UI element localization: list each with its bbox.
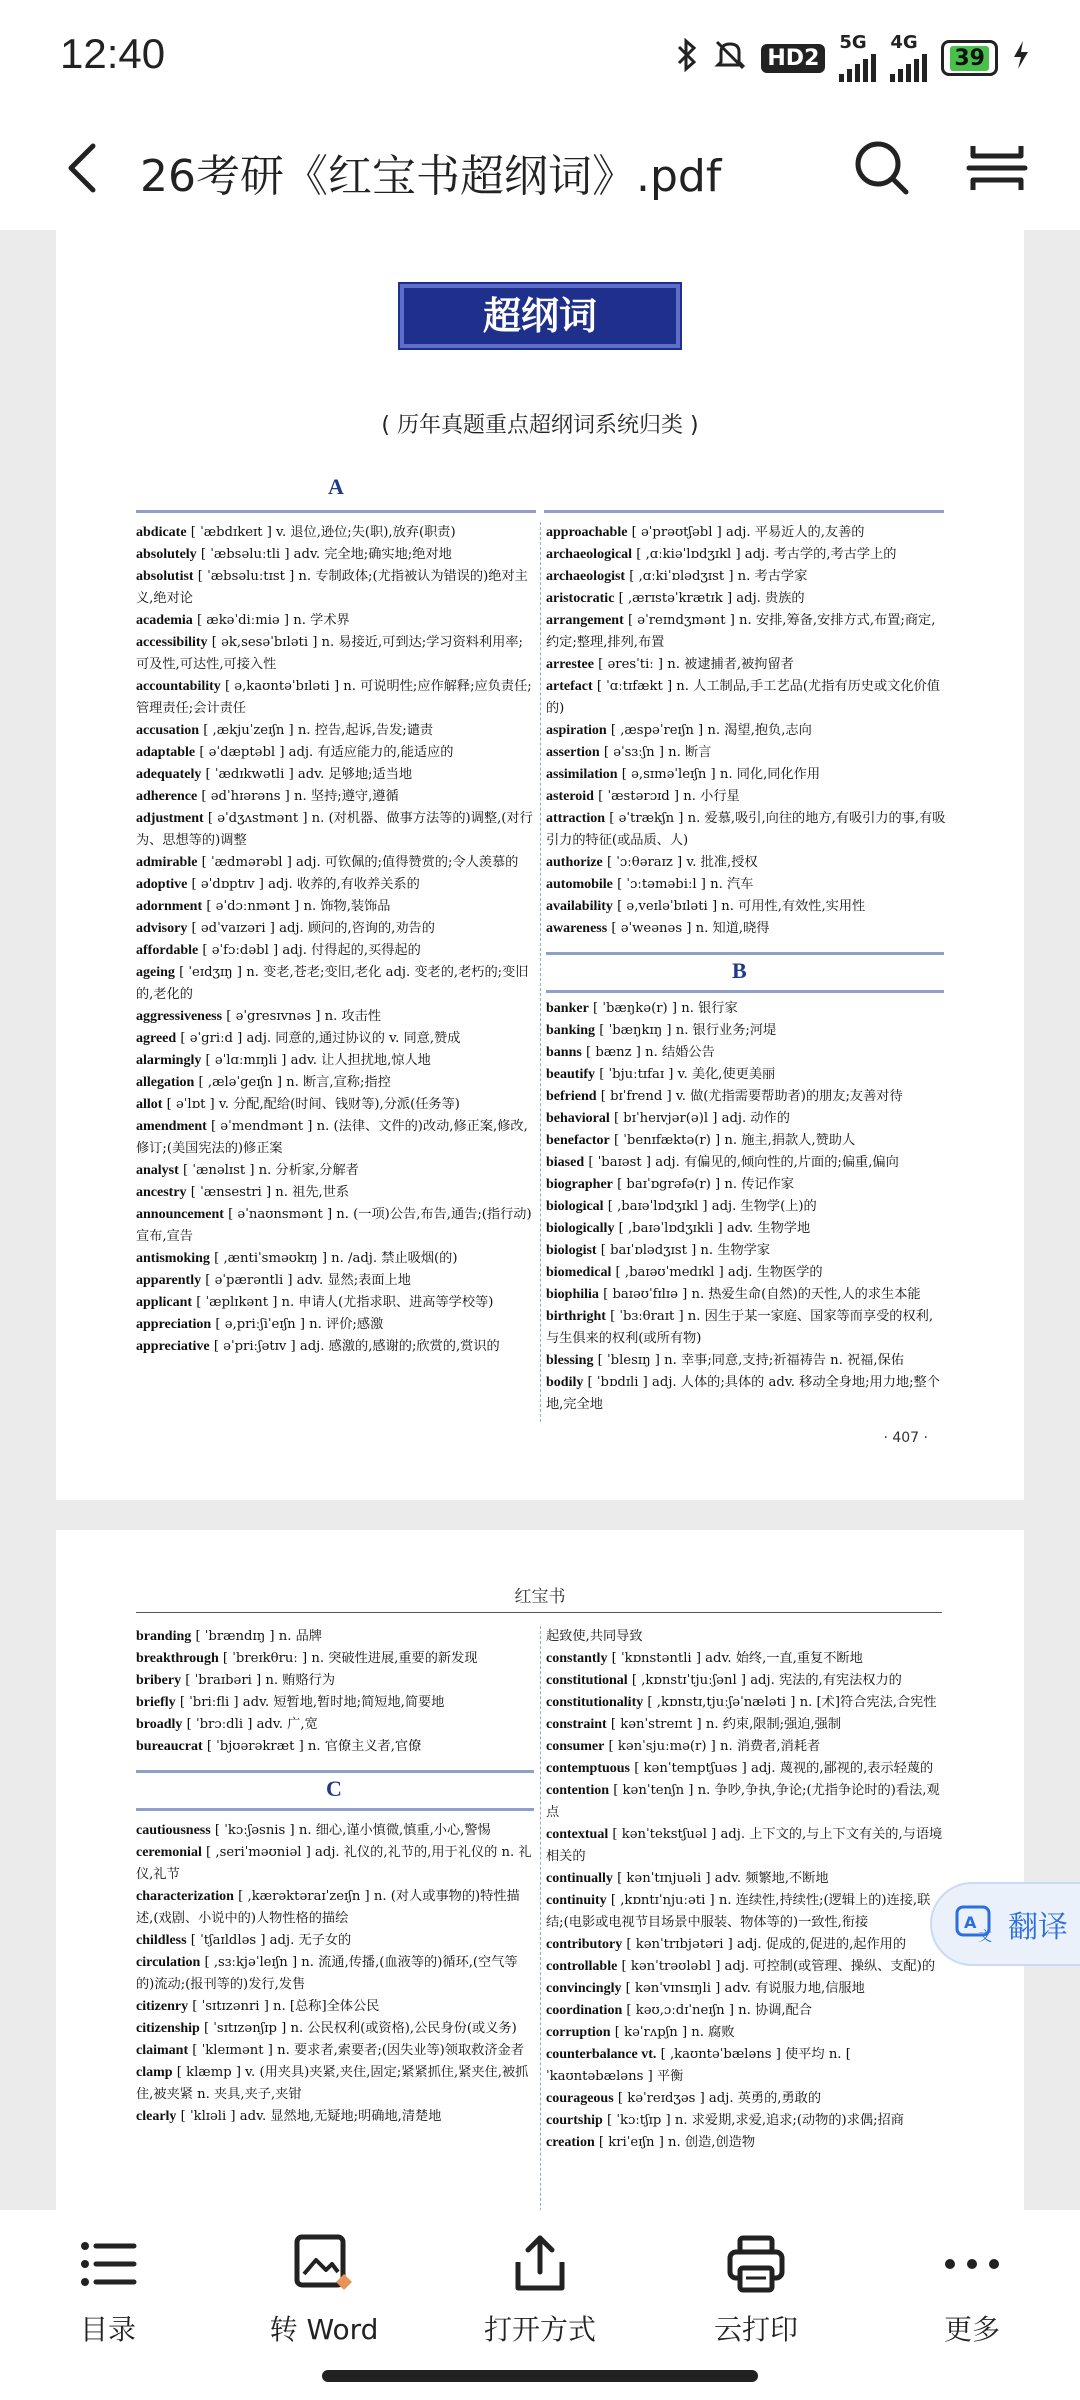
section-rule xyxy=(136,1808,534,1811)
dictionary-entry: banker [ ˈbæŋkə(r) ] n. 银行家 xyxy=(546,1001,738,1016)
dictionary-entry: courtship [ ˈkɔːtʃɪp ] n. 求爱期,求爱,追求;(动物的)求偶;招商 xyxy=(546,2113,904,2128)
dictionary-entry: advisory [ ədˈvaɪzəri ] adj. 顾问的,咨询的,劝告的 xyxy=(136,921,435,936)
hd-badge: HD2 xyxy=(761,44,825,73)
section-rule xyxy=(136,510,536,513)
share-icon xyxy=(508,2232,572,2296)
dictionary-entry: biographer [ baɪˈɒgrəfə(r) ] n. 传记作家 xyxy=(546,1177,794,1192)
dictionary-entry: arrangement [ əˈreɪndʒmənt ] n. 安排,筹备,安排方式,布置;商定,约定;整理,排列,布置 xyxy=(546,613,936,650)
pdf-page xyxy=(56,1530,1024,2210)
dictionary-entry: approachable [ əˈprəʊtʃəbl ] adj. 平易近人的,友善的 xyxy=(546,525,865,540)
status-bar xyxy=(0,0,1080,110)
cloud-print-label: 云打印 xyxy=(713,2313,798,2346)
running-head: 红宝书 xyxy=(514,1587,566,1607)
dictionary-entry: citizenship [ ˈsɪtɪzənʃɪp ] n. 公民权利(或资格),公民身份(或义务) xyxy=(136,2021,517,2036)
dictionary-entry: automobile [ ˈɔːtəməbiːl ] n. 汽车 xyxy=(546,877,754,892)
pdf-page xyxy=(56,230,1024,1500)
dictionary-entry: authorize [ ˈɔːθəraɪz ] v. 批准,授权 xyxy=(546,855,758,870)
dictionary-entry: amendment [ əˈmendmənt ] n. (法律、文件的)改动,修正案,修改,修订;(美国宪法的)修正案 xyxy=(136,1119,528,1156)
page-subtitle: ( 历年真题重点超纲词系统归类 ) xyxy=(381,413,699,438)
dictionary-entry: biomedical [ ,baɪəʊˈmedɪkl ] adj. 生物医学的 xyxy=(546,1265,823,1280)
document-title: 26考研《红宝书超纲词》.pdf xyxy=(140,151,722,202)
dictionary-entry: allegation [ ,æləˈgeɪʃn ] n. 断言,宣称;指控 xyxy=(136,1075,391,1090)
dictionary-entry: accusation [ ,ækjuˈzeɪʃn ] n. 控告,起诉,告发;谴责 xyxy=(136,723,434,738)
dictionary-entry: creation [ kriˈeɪʃn ] n. 创造,创造物 xyxy=(546,2135,756,2150)
right-column-a xyxy=(546,522,946,952)
dictionary-entry: aspiration [ ,æspəˈreɪʃn ] n. 渴望,抱负,志向 xyxy=(546,723,812,738)
dictionary-entry: counterbalance vt. [ ,kaʊntəˈbæləns ] 使平均 n. [ ˈkaʊntəbæləns ] 平衡 xyxy=(546,2047,851,2084)
dictionary-entry: artefact [ ˈɑːtɪfækt ] n. 人工制品,手工艺品(尤指有历史或文化价值的) xyxy=(546,679,940,716)
dictionary-entry: apparently [ əˈpærəntli ] adv. 显然;表面上地 xyxy=(136,1273,411,1288)
more-label: 更多 xyxy=(943,2313,1000,2346)
status-icons xyxy=(675,34,1030,82)
dictionary-entry: absolutely [ ˈæbsəluːtli ] adv. 完全地;确实地;绝对地 xyxy=(136,547,452,562)
dictionary-entry: contention [ kənˈtenʃn ] n. 争吵,争执,争论;(尤指争论时的)看法,观点 xyxy=(546,1783,940,1820)
battery-level: 39 xyxy=(950,46,989,71)
dictionary-entry: adoptive [ əˈdɒptɪv ] adj. 收养的,有收养关系的 xyxy=(136,877,420,892)
chevron-left-icon xyxy=(55,138,115,198)
svg-text:A: A xyxy=(964,1913,977,1932)
dictionary-entry: birthright [ ˈbɜːθraɪt ] n. 因生于某一家庭、国家等而享受的权利,与生俱来的权利(或所有物) xyxy=(546,1309,934,1346)
dictionary-entry: banking [ ˈbæŋkɪŋ ] n. 银行业务;河堤 xyxy=(546,1023,777,1038)
section-letter-a: A xyxy=(328,474,344,499)
signal-5g: 5G xyxy=(839,34,876,82)
dictionary-entry: circulation [ ,sɜːkjəˈleɪʃn ] n. 流通,传播,(血液等的)循环,(空气等的)流动;(报刊等的)发行,发售 xyxy=(136,1955,518,1992)
charging-icon xyxy=(1012,40,1030,76)
column-divider xyxy=(540,522,541,1422)
left-column xyxy=(136,522,534,1418)
dictionary-entry: arrestee [ əresˈtiː ] n. 被逮捕者,被拘留者 xyxy=(546,657,794,672)
app-bar xyxy=(0,110,1080,230)
dictionary-entry: briefly [ ˈbriːfli ] adv. 短暂地,暂时地;简短地,简要地 xyxy=(136,1695,445,1710)
dictionary-entry: controllable [ kənˈtrəʊləbl ] adj. 可控制(或管理、操纵、支配)的 xyxy=(546,1959,936,1974)
dictionary-entry: academia [ ækəˈdiːmiə ] n. 学术界 xyxy=(136,613,350,628)
column-divider xyxy=(540,1626,541,2210)
dictionary-entry: bodily [ ˈbɒdɪli ] adj. 人体的;具体的 adv. 移动全身地;用力地;整个地,完全地 xyxy=(546,1375,940,1412)
dictionary-entry: assimilation [ ə,sɪməˈleɪʃn ] n. 同化,同化作用 xyxy=(546,767,821,782)
dictionary-entry: applicant [ ˈæplɪkənt ] n. 申请人(尤指求职、进高等学校等) xyxy=(136,1295,494,1310)
dictionary-entry: alarmingly [ əˈlɑːmɪŋli ] adv. 让人担扰地,惊人地 xyxy=(136,1053,431,1068)
cloud-print-button[interactable] xyxy=(676,2232,836,2348)
dictionary-entry: analyst [ ˈænəlɪst ] n. 分析家,分解者 xyxy=(136,1163,359,1178)
more-dots-icon xyxy=(940,2232,1004,2296)
dictionary-entry: accountability [ ə,kaʊntəˈbɪləti ] n. 可说明性;应作解释;应负责任;管理责任;会计责任 xyxy=(136,679,532,716)
section-rule xyxy=(546,952,944,955)
dictionary-entry: archaeological [ ,ɑːkiəˈlɒdʒɪkl ] adj. 考古学的,考古学上的 xyxy=(546,547,897,562)
dictionary-entry: assertion [ əˈsɜːʃn ] n. 断言 xyxy=(546,745,712,760)
dictionary-entry: ceremonial [ ,seriˈməʊniəl ] adj. 礼仪的,礼节的,用于礼仪的 n. 礼仪,礼节 xyxy=(136,1845,532,1882)
printer-icon xyxy=(724,2232,788,2296)
more-button[interactable] xyxy=(892,2232,1052,2348)
dictionary-entry: availability [ ə,veɪləˈbɪləti ] n. 可用性,有效性,实用性 xyxy=(546,899,866,914)
dictionary-entry: 起致使,共同导致 xyxy=(546,1629,643,1644)
page-banner: 超纲词 xyxy=(400,284,680,348)
dictionary-entry: constantly [ ˈkɒnstəntli ] adv. 始终,一直,重复不断地 xyxy=(546,1651,863,1666)
running-head-rule xyxy=(136,1612,942,1613)
section-letter-c: C xyxy=(326,1776,342,1801)
left-column-b xyxy=(136,1626,534,1760)
dictionary-entry: bureaucrat [ ˈbjʊərəkræt ] n. 官僚主义者,官僚 xyxy=(136,1739,422,1754)
dictionary-entry: biologist [ baɪˈɒlədʒɪst ] n. 生物学家 xyxy=(546,1243,771,1258)
dictionary-entry: biased [ ˈbaɪəst ] adj. 有偏见的,倾向性的,片面的;偏重,偏向 xyxy=(546,1155,899,1170)
dictionary-entry: asteroid [ ˈæstərɔɪd ] n. 小行星 xyxy=(546,789,740,804)
dictionary-entry: biophilia [ baɪəʊˈfɪlɪə ] n. 热爱生命(自然)的天性,人的求生本能 xyxy=(546,1287,921,1302)
dictionary-entry: courageous [ kəˈreɪdʒəs ] adj. 英勇的,勇敢的 xyxy=(546,2091,822,2106)
dictionary-entry: aggressiveness [ əˈgresɪvnəs ] n. 攻击性 xyxy=(136,1009,382,1024)
translate-button[interactable] xyxy=(930,1882,1080,1966)
dictionary-entry: benefactor [ ˈbenɪfæktə(r) ] n. 施主,捐款人,赞助人 xyxy=(546,1133,856,1148)
battery-icon xyxy=(941,40,998,76)
dictionary-entry: contextual [ kənˈtekstʃuəl ] adj. 上下文的,与上下文有关的,与语境相关的 xyxy=(546,1827,943,1864)
dictionary-entry: clamp [ klæmp ] v. (用夹具)夹紧,夹住,固定;紧紧抓住,紧夹住,被抓住,被夹紧 n. 夹具,夹子,夹钳 xyxy=(136,2065,529,2102)
toc-label: 目录 xyxy=(79,2313,136,2346)
dictionary-entry: childless [ ˈtʃaɪldləs ] adj. 无子女的 xyxy=(136,1933,352,1948)
dictionary-entry: contributory [ kənˈtrɪbjətəri ] adj. 促成的,促进的,起作用的 xyxy=(546,1937,907,1952)
dictionary-entry: antismoking [ ,æntiˈsməʊkɪŋ ] n. /adj. 禁止吸烟(的) xyxy=(136,1251,458,1266)
dictionary-entry: appreciative [ əˈpriːʃətɪv ] adj. 感激的,感谢的;欣赏的,赏识的 xyxy=(136,1339,500,1354)
translate-label: 翻译 xyxy=(1008,1910,1068,1945)
open-with-button[interactable] xyxy=(460,2232,620,2348)
page-number: · 407 · xyxy=(883,1430,928,1446)
dictionary-entry: absolutist [ ˈæbsəluːtɪst ] n. 专制政体;(尤指被认为错误的)绝对主义,绝对论 xyxy=(136,569,528,606)
dictionary-entry: admirable [ ˈædmərəbl ] adj. 可钦佩的;值得赞赏的;令人羡慕的 xyxy=(136,855,519,870)
dictionary-entry: clearly [ ˈklɪəli ] adv. 显然地,无疑地;明确地,清楚地 xyxy=(136,2109,442,2124)
dictionary-entry: breakthrough [ ˈbreɪkθruː ] n. 突破性进展,重要的新发现 xyxy=(136,1651,478,1666)
list-icon xyxy=(76,2232,140,2296)
bluetooth-icon xyxy=(675,38,699,78)
dictionary-entry: biologically [ ,baɪəˈlɒdʒɪkli ] adv. 生物学地 xyxy=(546,1221,811,1236)
dictionary-entry: befriend [ bɪˈfrend ] v. 做(尤指需要帮助者)的朋友;友善对待 xyxy=(546,1089,903,1104)
dictionary-entry: continuity [ ,kɒntɪˈnjuːəti ] n. 连续性,持续性;(逻辑上的)连接,联结;(电影或电视节目场景中服装、物体等的)一致性,衔接 xyxy=(546,1893,931,1930)
dictionary-entry: constraint [ kənˈstreɪnt ] n. 约束,限制;强迫,强制 xyxy=(546,1717,842,1732)
dictionary-entry: accessibility [ ək,sesəˈbɪləti ] n. 易接近,可到达;学习资料利用率;可及性,可达性,可接入性 xyxy=(136,635,523,672)
dictionary-entry: adequately [ ˈædɪkwətli ] adv. 足够地;适当地 xyxy=(136,767,413,782)
dictionary-entry: ancestry [ ˈænsestri ] n. 祖先,世系 xyxy=(136,1185,350,1200)
dictionary-entry: awareness [ əˈweənəs ] n. 知道,晓得 xyxy=(546,921,770,936)
search-icon xyxy=(850,136,914,200)
svg-text:文: 文 xyxy=(978,1929,992,1944)
dictionary-entry: claimant [ ˈkleɪmənt ] n. 要求者,索要者;(因失业等)领取救济金者 xyxy=(136,2043,524,2058)
dictionary-entry: biological [ ,baɪəˈlɒdʒɪkl ] adj. 生物学(上)的 xyxy=(546,1199,817,1214)
dictionary-entry: adjustment [ əˈdʒʌstmənt ] n. (对机器、做事方法等的)调整,(对行为、思想等的)调整 xyxy=(136,811,533,848)
dictionary-entry: characterization [ ,kærəktəraɪˈzeɪʃn ] n. (对人或事物的)特性描述,(戏剧、小说中的)人物性格的描绘 xyxy=(136,1889,520,1926)
dictionary-entry: broadly [ ˈbrɔːdli ] adv. 广,宽 xyxy=(136,1717,318,1732)
dictionary-entry: constitutional [ ,kɒnstɪˈtjuːʃənl ] adj. 宪法的,有宪法权力的 xyxy=(546,1673,902,1688)
dictionary-entry: adornment [ əˈdɔːnmənt ] n. 饰物,装饰品 xyxy=(136,899,391,914)
dictionary-entry: beautify [ ˈbjuːtɪfaɪ ] v. 美化,使更美丽 xyxy=(546,1067,776,1082)
dictionary-entry: ageing [ ˈeɪdʒɪŋ ] n. 变老,苍老;变旧,老化 adj. 变老的,老朽的;变旧的,老化的 xyxy=(136,965,529,1002)
scroll-mode-icon xyxy=(965,136,1029,200)
dictionary-entry: appreciation [ ə,priːʃiˈeɪʃn ] n. 评价;感激 xyxy=(136,1317,384,1332)
back-button[interactable] xyxy=(55,138,115,198)
dictionary-entry: behavioral [ bɪˈheɪvjər(ə)l ] adj. 动作的 xyxy=(546,1111,790,1126)
dictionary-entry: adaptable [ əˈdæptəbl ] adj. 有适应能力的,能适应的 xyxy=(136,745,454,760)
dictionary-entry: constitutionality [ ,kɒnstɪ,tjuːʃəˈnæləti ] n. [术]符合宪法,合宪性 xyxy=(546,1695,937,1710)
section-rule xyxy=(546,990,944,993)
status-time: 12:40 xyxy=(60,30,166,77)
dictionary-entry: continually [ kənˈtɪnjuəli ] adv. 频繁地,不断地 xyxy=(546,1871,829,1886)
home-indicator xyxy=(322,2370,758,2382)
section-rule xyxy=(136,1770,534,1773)
dictionary-entry: banns [ bænz ] n. 结婚公告 xyxy=(546,1045,715,1060)
dictionary-entry: archaeologist [ ,ɑːkiˈɒlədʒɪst ] n. 考古学家 xyxy=(546,569,808,584)
right-column-b xyxy=(546,998,946,1418)
dictionary-entry: convincingly [ kənˈvɪnsɪŋli ] adv. 有说服力地,信服地 xyxy=(546,1981,865,1996)
signal-4g: 4G xyxy=(890,34,927,82)
pdf-viewer[interactable] xyxy=(0,230,1080,2210)
dictionary-entry: citizenry [ ˈsɪtɪzənri ] n. [总称]全体公民 xyxy=(136,1999,380,2014)
open-with-label: 打开方式 xyxy=(483,2313,596,2346)
image-convert-icon xyxy=(292,2232,356,2296)
signal-bars-icon xyxy=(890,52,927,82)
section-rule xyxy=(544,510,944,513)
section-letter-b: B xyxy=(732,958,747,983)
convert-word-label: 转 Word xyxy=(269,2313,379,2346)
dictionary-entry: consumer [ kənˈsjuːmə(r) ] n. 消费者,消耗者 xyxy=(546,1739,821,1754)
dictionary-entry: bribery [ ˈbraɪbəri ] n. 贿赂行为 xyxy=(136,1673,336,1688)
dictionary-entry: affordable [ əˈfɔːdəbl ] adj. 付得起的,买得起的 xyxy=(136,943,421,958)
dictionary-entry: aristocratic [ ,ærɪstəˈkrætɪk ] adj. 贵族的 xyxy=(546,591,805,606)
dictionary-entry: abdicate [ ˈæbdɪkeɪt ] v. 退位,逊位;失(职),放弃(职责) xyxy=(136,525,456,540)
dictionary-entry: agreed [ əˈgriːd ] adj. 同意的,通过协议的 v. 同意,赞成 xyxy=(136,1031,461,1046)
left-column-c xyxy=(136,1820,534,2210)
dictionary-entry: blessing [ ˈblesɪŋ ] n. 幸事;同意,支持;祈福祷告 n. 祝福,保佑 xyxy=(546,1353,904,1368)
dictionary-entry: attraction [ əˈtrækʃn ] n. 爱慕,吸引,向往的地方,有吸引力的事,有吸引力的特征(或品质、人) xyxy=(546,811,946,848)
convert-word-button[interactable] xyxy=(244,2232,404,2348)
dictionary-entry: coordination [ kəʊ,ɔːdɪˈneɪʃn ] n. 协调,配合 xyxy=(546,2003,812,2018)
translate-icon xyxy=(954,1904,998,1944)
dictionary-entry: branding [ ˈbrændɪŋ ] n. 品牌 xyxy=(136,1629,322,1644)
dictionary-entry: corruption [ kəˈrʌpʃn ] n. 腐败 xyxy=(546,2025,735,2040)
dictionary-entry: contemptuous [ kənˈtemptʃuəs ] adj. 蔑视的,鄙视的,表示轻蔑的 xyxy=(546,1761,934,1776)
right-column xyxy=(546,1626,946,2210)
signal-bars-icon xyxy=(839,52,876,82)
dictionary-entry: announcement [ əˈnaʊnsmənt ] n. (一项)公告,布告,通告;(指行动)宣布,宣告 xyxy=(136,1207,532,1244)
toc-button[interactable] xyxy=(28,2232,188,2348)
search-button[interactable] xyxy=(850,136,914,200)
dictionary-entry: adherence [ ədˈhɪərəns ] n. 坚持;遵守,遵循 xyxy=(136,789,399,804)
dictionary-entry: allot [ əˈlɒt ] v. 分配,配给(时间、钱财等),分派(任务等) xyxy=(136,1097,460,1112)
page-mode-button[interactable] xyxy=(965,136,1029,200)
dictionary-entry: cautiousness [ ˈkɔːʃəsnis ] n. 细心,谨小慎微,慎重,小心,警惕 xyxy=(136,1823,491,1838)
mute-icon xyxy=(713,38,747,78)
